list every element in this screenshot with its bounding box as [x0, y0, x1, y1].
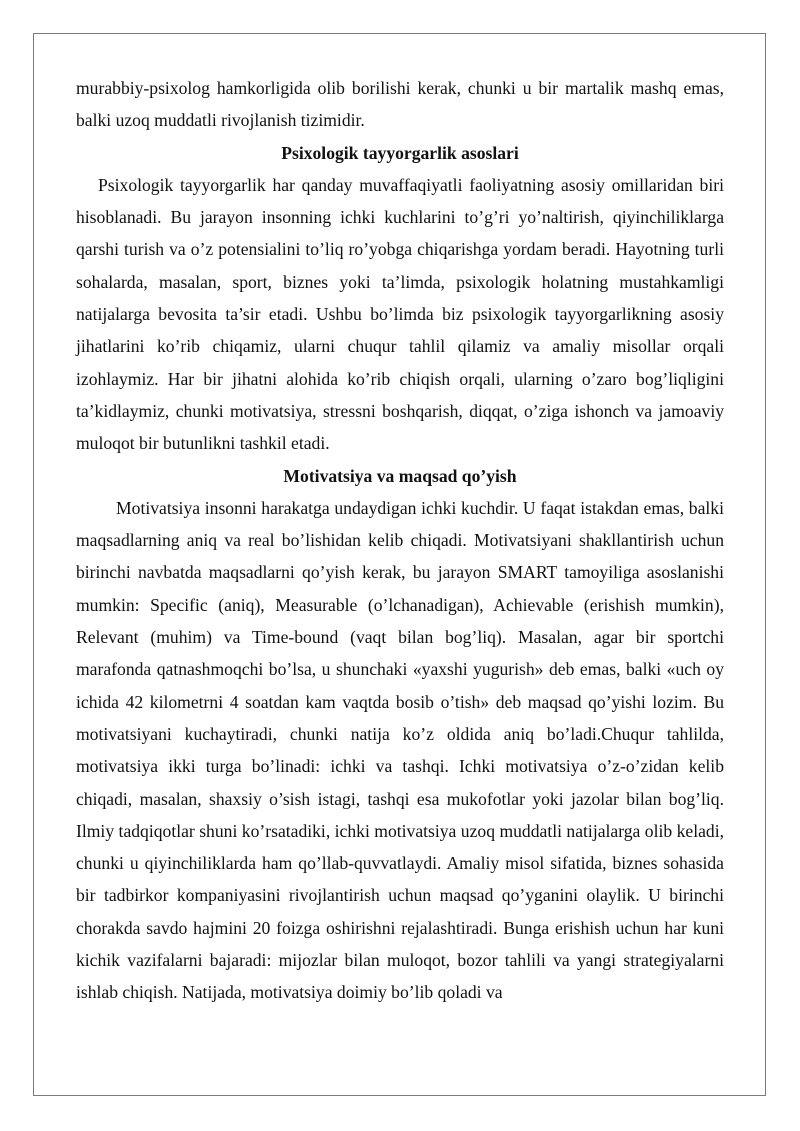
section-heading-psychological-preparation: Psixologik tayyorgarlik asoslari [281, 142, 519, 163]
section-paragraph-psychological-preparation: Psixologik tayyorgarlik har qanday muvaffaqiyatli faoliyatning asosiy omillaridan biri hisoblanadi. Bu jarayon insonning ichki kuchlarini to’g’ri yo’naltirish, qiyinchiliklarga qarshi turish va o’z potensialini to’liq ro’yobga chiqarishga yordam beradi. Hayotning turli sohalarda, masalan, sport, biznes yoki ta’limda, psixologik holatning mustahkamligi natijalarga bevosita ta’sir etadi. Ushbu bo’limda biz psixologik tayyorgarlikning asosiy jihatlarini ko’rib chiqamiz, ularni chuqur tahlil qilamiz va amaliy misollar orqali izohlaymiz. Har bir jihatni alohida ko’rib chiqish orqali, ularning o’zaro bog’liqligini ta’kidlaymiz, chunki motivatsiya, stressni boshqarish, diqqat, o’ziga ishonch va jamoaviy muloqot bir butunlikni tashkil etadi. [76, 174, 724, 454]
document-body [76, 72, 724, 1009]
section-heading-motivation: Motivatsiya va maqsad qo’yish [283, 465, 517, 486]
intro-paragraph: murabbiy-psixolog hamkorligida olib borilishi kerak, chunki u bir martalik mashq emas, balki uzoq muddatli rivojlanish tizimidir. [76, 78, 724, 131]
section-paragraph-motivation: Motivatsiya insonni harakatga undaydigan ichki kuchdir. U faqat istakdan emas, balki maqsadlarning aniq va real bo’lishidan kelib chiqadi. Motivatsiyani shakllantirish uchun birinchi navbatda maqsadlarni qo’yish kerak, bu jarayon SMART tamoyiliga asoslanishi mumkin: Specific (aniq), Measurable (o’lchanadigan), Achievable (erishish mumkin), Relevant (muhim) va Time-bound (vaqt bilan bog’liq). Masalan, agar bir sportchi marafonda qatnashmoqchi bo’lsa, u shunchaki «yaxshi yugurish» deb emas, balki «uch oy ichida 42 kilometrni 4 soatdan kam vaqtda bosib o’tish» deb maqsad qo’yishi lozim. Bu motivatsiyani kuchaytiradi, chunki natija ko’z oldida aniq bo’ladi.Chuqur tahlilda, motivatsiya ikki turga bo’linadi: ichki va tashqi. Ichki motivatsiya o’z-o’zidan kelib chiqadi, masalan, shaxsiy o’sish istagi, tashqi esa mukofotlar yoki jazolar bilan bog’liq. Ilmiy tadqiqotlar shuni ko’rsatadiki, ichki motivatsiya uzoq muddatli natijalarga olib keladi, chunki u qiyinchiliklarda ham qo’llab-quvvatlaydi. Amaliy misol sifatida, biznes sohasida bir tadbirkor kompaniyasini rivojlantirish uchun maqsad qo’yganini olaylik. U birinchi chorakda savdo hajmini 20 foizga oshirishni rejalashtiradi. Bunga erishish uchun har kuni kichik vazifalarni bajaradi: mijozlar bilan muloqot, bozor tahlili va yangi strategiyalarni ishlab chiqish. Natijada, motivatsiya doimiy bo’lib qoladi va [76, 497, 724, 1003]
